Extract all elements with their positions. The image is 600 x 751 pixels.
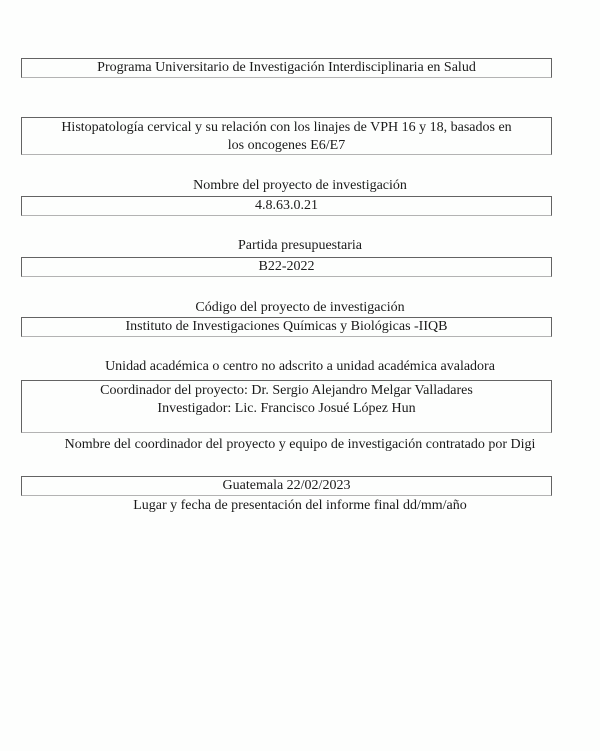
project-title-line1: Histopatología cervical y su relación con los linajes de VPH 16 y 18, basados en: [61, 120, 512, 135]
research-team-box: [21, 380, 552, 433]
project-title-box: [21, 117, 552, 155]
academic-unit-label: Unidad académica o centro no adscrito a unidad académica avaladora: [105, 359, 495, 374]
place-date-label: Lugar y fecha de presentación del informe final dd/mm/año: [133, 498, 467, 513]
project-title-line2: los oncogenes E6/E7: [227, 137, 346, 153]
research-team-label: Nombre del coordinador del proyecto y equipo de investigación contratado por Digi: [64, 437, 536, 452]
coordinator-line: Coordinador del proyecto: Dr. Sergio Alejandro Melgar Valladares: [100, 383, 473, 398]
place-date-box: Guatemala 22/02/2023: [21, 476, 552, 496]
investigator-line: Investigador: Lic. Francisco Josué López Hun: [157, 400, 416, 416]
project-name-label: Nombre del proyecto de investigación: [193, 178, 407, 193]
budget-item-box: B22-2022: [21, 257, 552, 277]
institute-box: Instituto de Investigaciones Químicas y Biológicas -IIQB: [21, 317, 552, 337]
program-title-box: Programa Universitario de Investigación Interdisciplinaria en Salud: [21, 58, 552, 78]
budget-item-label: Partida presupuestaria: [237, 238, 362, 253]
project-codigo-label: Código del proyecto de investigación: [195, 300, 405, 315]
project-code-box: 4.8.63.0.21: [21, 196, 552, 216]
